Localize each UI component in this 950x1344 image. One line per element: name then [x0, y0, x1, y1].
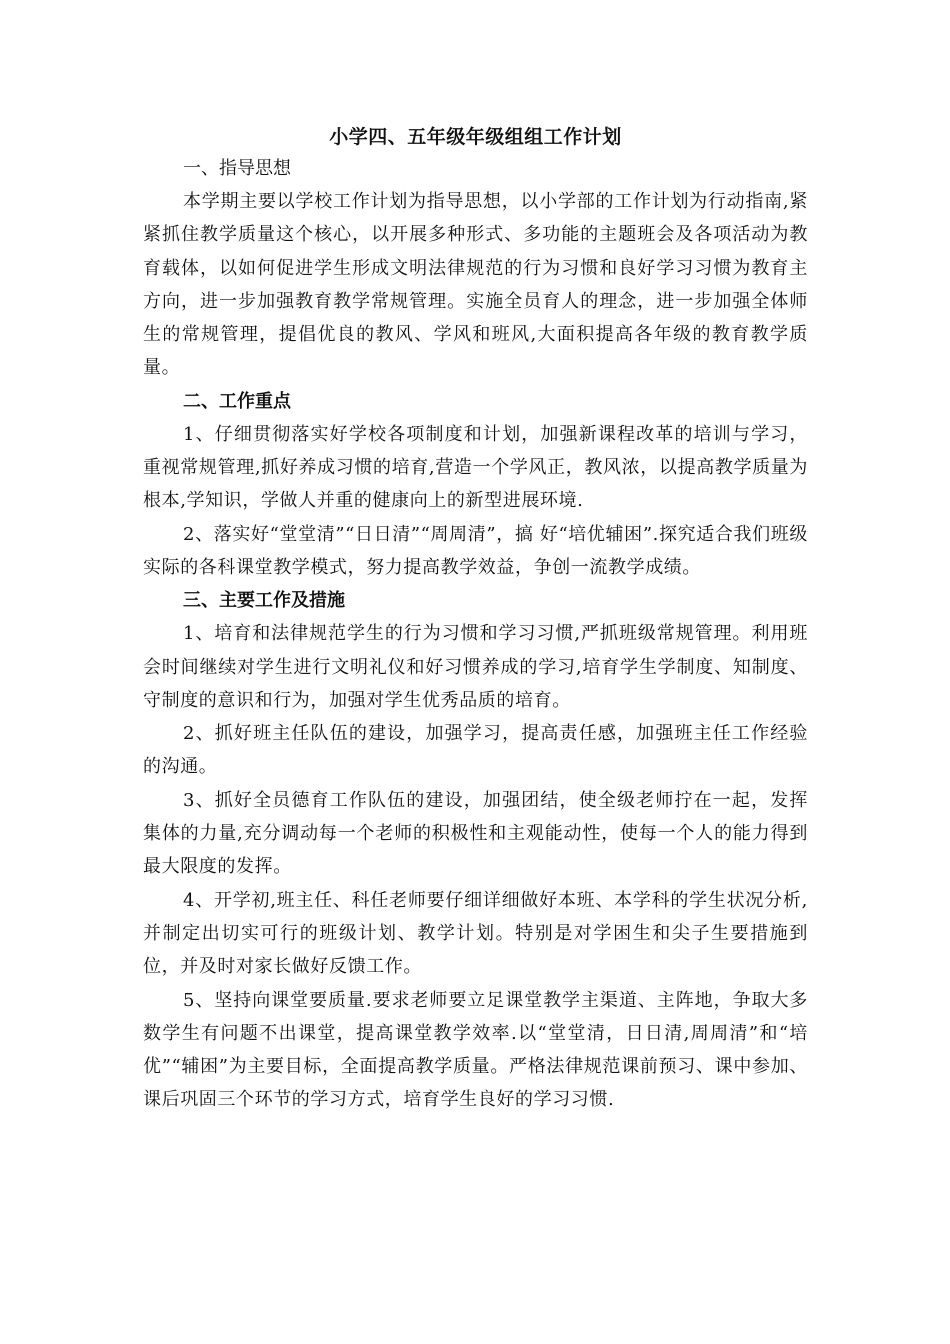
paragraph: 3、抓好全员德育工作队伍的建设，加强团结，使全级老师拧在一起，发挥集体的力量,充分调动每一个老师的积极性和主观能动性，使每一个人的能力得到最大限度的发挥。	[143, 789, 808, 878]
paragraph: 1、培育和法律规范学生的行为习惯和学习习惯,严抓班级常规管理。利用班会时间继续对学生进行文明礼仪和好习惯养成的学习,培育学生学制度、知制度、守制度的意识和行为，加强对学生优秀品质的培育。	[143, 623, 808, 711]
page-title: 小学四、五年级年级组组工作计划	[329, 126, 622, 148]
paragraph: 5、坚持向课堂要质量.要求老师要立足课堂教学主渠道、主阵地，争取大多数学生有问题不出课堂，提高课堂教学效率.以“堂堂清，日日清,周周清”和“培优”“辅困”为主要目标，全面提高教学质量。严格法律规范课前预习、课中参加、课后巩固三个环节的学习方式，培育学生良好的学习习惯.	[143, 989, 808, 1111]
paragraph: 本学期主要以学校工作计划为指导思想，以小学部的工作计划为行动指南,紧紧抓住教学质量这个核心，以开展多种形式、多功能的主题班会及各项活动为教育载体，以如何促进学生形成文明法律规范的行为习惯和良好学习习惯为教育主方向，进一步加强教育教学常规管理。实施全员育人的理念，进一步加强全体师生的常规管理，提倡优良的教风、学风和班风,大面积提高各年级的教育教学质量。	[143, 191, 808, 379]
paragraph: 1、仔细贯彻落实好学校各项制度和计划，加强新课程改革的培训与学习，重视常规管理,抓好养成习惯的培育,营造一个学风正，教风浓，以提高教学质量为根本,学知识，学做人并重的健康向上的新型进展环境.	[143, 423, 808, 512]
document-body	[143, 122, 808, 1117]
section-heading-work-focus: 二、工作重点	[183, 390, 291, 412]
paragraph: 4、开学初,班主任、科任老师要仔细详细做好本班、本学科的学生状况分析,并制定出切实可行的班级计划、教学计划。特别是对学困生和尖子生要措施到位，并及时对家长做好反馈工作。	[143, 889, 808, 978]
paragraph: 2、落实好“堂堂清”“日日清”“周周清”，搞 好“培优辅困”.探究适合我们班级实际的各科课堂教学模式，努力提高教学效益，争创一流教学成绩。	[143, 523, 808, 578]
paragraph: 2、抓好班主任队伍的建设，加强学习，提高责任感，加强班主任工作经验的沟通。	[143, 723, 808, 778]
section-heading-main-work-measures: 三、主要工作及措施	[183, 590, 345, 612]
section-heading-guiding-thought: 一、指导思想	[183, 158, 291, 179]
